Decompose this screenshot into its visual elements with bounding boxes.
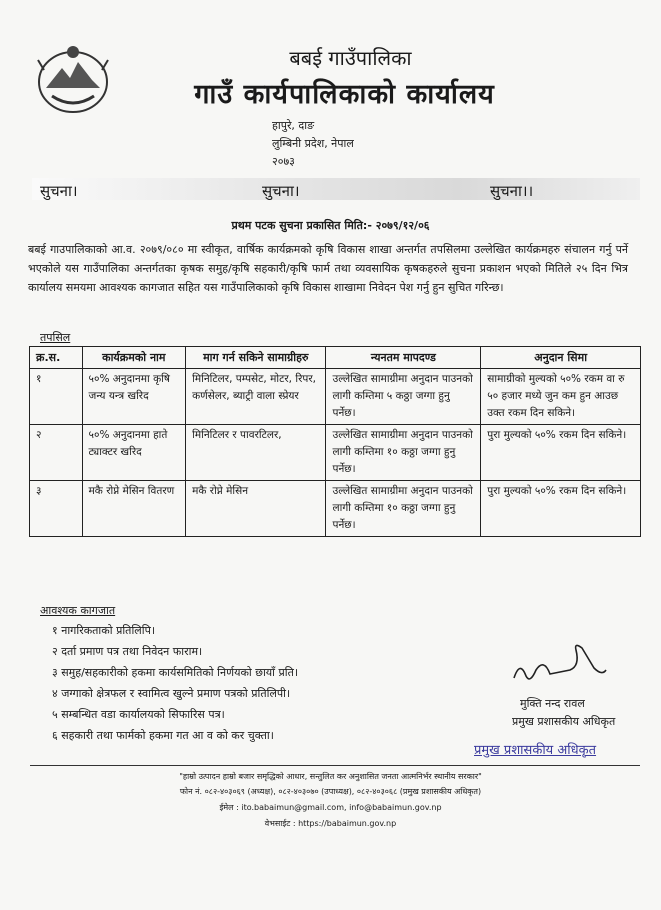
table-cell: उल्लेखित सामाग्रीमा अनुदान पाउनको लागी कम्तिमा १० कठ्ठा जग्गा हुनु पर्नेछ।	[326, 425, 481, 481]
notice-word: सुचना।	[40, 182, 78, 200]
list-item: २ दर्ता प्रमाण पत्र तथा निवेदन फाराम।	[52, 645, 203, 658]
signatory-post: प्रमुख प्रशासकीय अधिकृत	[512, 715, 616, 728]
table-cell: २	[30, 425, 83, 481]
list-item: ६ सहकारी तथा फार्मको हकमा गत आ व को कर चुक्ता।	[52, 729, 274, 742]
column-header: अनुदान सिमा	[481, 347, 641, 369]
notice-word: सुचना।।	[490, 182, 534, 200]
column-header: क्र.स.	[30, 347, 83, 369]
footer-email: ईमेल : ito.babaimun@gmail.com, info@babaimun.gov.np	[219, 803, 442, 812]
required-docs-list	[52, 620, 298, 746]
table-cell: ५०% अनुदानमा कृषि जन्य यन्त्र खरिद	[82, 369, 186, 425]
table-row	[30, 425, 641, 481]
footer-phone: फोन नं. ०८२-४०३०६९ (अध्यक्ष), ०८२-४०३०७० (उपाध्यक्ष), ०८२-४०३०६८ (प्रमुख प्रशासकीय अधिकृत)	[179, 787, 482, 796]
publish-date: प्रथम पटक सुचना प्रकासित मिति:- २०७९/१२/०६	[231, 219, 430, 232]
table-cell: ५०% अनुदानमा हाते ट्याक्टर खरिद	[82, 425, 186, 481]
column-header: न्यनतम मापदण्ड	[326, 347, 481, 369]
municipality-name: बबई गाउँपालिका	[289, 46, 412, 70]
table-header-row	[30, 347, 641, 369]
schedule-label: तपसिल	[40, 331, 71, 344]
column-header: कार्यक्रमको नाम	[82, 347, 186, 369]
table-cell: पुरा मुल्यको ५०% रकम दिन सकिने।	[481, 425, 641, 481]
office-title: गाउँ कार्यपालिकाको कार्यालय	[194, 79, 495, 110]
list-item: ५ सम्बन्धित वडा कार्यालयको सिफारिस पत्र।	[52, 708, 225, 721]
notice-word: सुचना।	[262, 182, 300, 200]
table-cell: उल्लेखित सामाग्रीमा अनुदान पाउनको लागी कम्तिमा ५ कठ्ठा जग्गा हुनु पर्नेछ।	[326, 369, 481, 425]
notice-band	[32, 178, 640, 200]
footer-slogan: "हाम्रो उत्पादन हाम्रो बजार समृद्धिको आधार, सन्तुलित कर अनुशासित जनता आत्मनिर्भर स्थानीय सरकार"	[179, 772, 482, 781]
table-cell: सामाग्रीको मुल्यको ५०% रकम वा रु ५० हजार मध्ये जुन कम हुन आउछ उक्त रकम दिन सकिने।	[481, 369, 641, 425]
table-cell: मकै रोप्ने मेसिन वितरण	[82, 481, 186, 537]
signatory-name: मुक्ति नन्द रावल	[520, 697, 585, 710]
address-line-3: २०७३	[272, 155, 295, 168]
address-line-2: लुम्बिनी प्रदेश, नेपाल	[272, 137, 354, 150]
address-line-1: हापुरे, दाङ	[272, 119, 315, 132]
table-cell: मिनिटिलर, पम्पसेट, मोटर, रिपर, कर्णसेलर, ब्याट्री वाला स्प्रेयर	[186, 369, 326, 425]
official-stamp: प्रमुख प्रशासकीय अधिकृत	[474, 743, 597, 758]
table-cell: १	[30, 369, 83, 425]
required-docs-title: आवश्यक कागजात	[40, 604, 116, 617]
program-table	[29, 346, 641, 537]
table-cell: मकै रोप्ने मेसिन	[186, 481, 326, 537]
table-cell: ३	[30, 481, 83, 537]
table-row	[30, 481, 641, 537]
list-item: ३ समुह/सहकारीको हकमा कार्यसमितिको निर्णयको छायाँ प्रति।	[52, 666, 299, 679]
list-item: ४ जग्गाको क्षेत्रफल र स्वामित्व खुल्ने प्रमाण पत्रको प्रतिलिपी।	[52, 687, 291, 700]
column-header: माग गर्न सकिने सामाग्रीहरु	[186, 347, 326, 369]
table-cell: मिनिटिलर र पावरटिलर,	[186, 425, 326, 481]
table-row	[30, 369, 641, 425]
list-item: १ नागरिकताको प्रतिलिपि।	[52, 624, 156, 637]
table-cell: पुरा मुल्यको ५०% रकम दिन सकिने।	[481, 481, 641, 537]
footer-divider	[30, 765, 640, 766]
body-paragraph: बबई गाउपालिकाको आ.व. २०७९/०८० मा स्वीकृत, वार्षिक कार्यक्रमको कृषि विकास शाखा अन्तर्गत तपसिलमा उल्लेखित कार्यक्रमहरु संचालन गर्नु पर्ने भएकोले यस गाउँपालिका अन्तर्गतका कृषक समुह/कृषि सहकारी/कृषि फार्म तथा व्यवसायिक कृषकहरुले सुचना प्रकाशन भएको मितिले २५ दिन भित्र कार्यालय समयमा आवश्यक कागजात सहित यस गाउँपालिकाको कृषि विकास शाखामा निवेदन पेश गर्नु हुन सुचित गरिन्छ।	[28, 243, 628, 294]
footer-website: वेभसाईट : https://babaimun.gov.np	[264, 819, 397, 828]
table-cell: उल्लेखित सामाग्रीमा अनुदान पाउनको लागी कम्तिमा १० कठ्ठा जग्गा हुनु पर्नेछ।	[326, 481, 481, 537]
handwritten-signature	[510, 640, 610, 690]
